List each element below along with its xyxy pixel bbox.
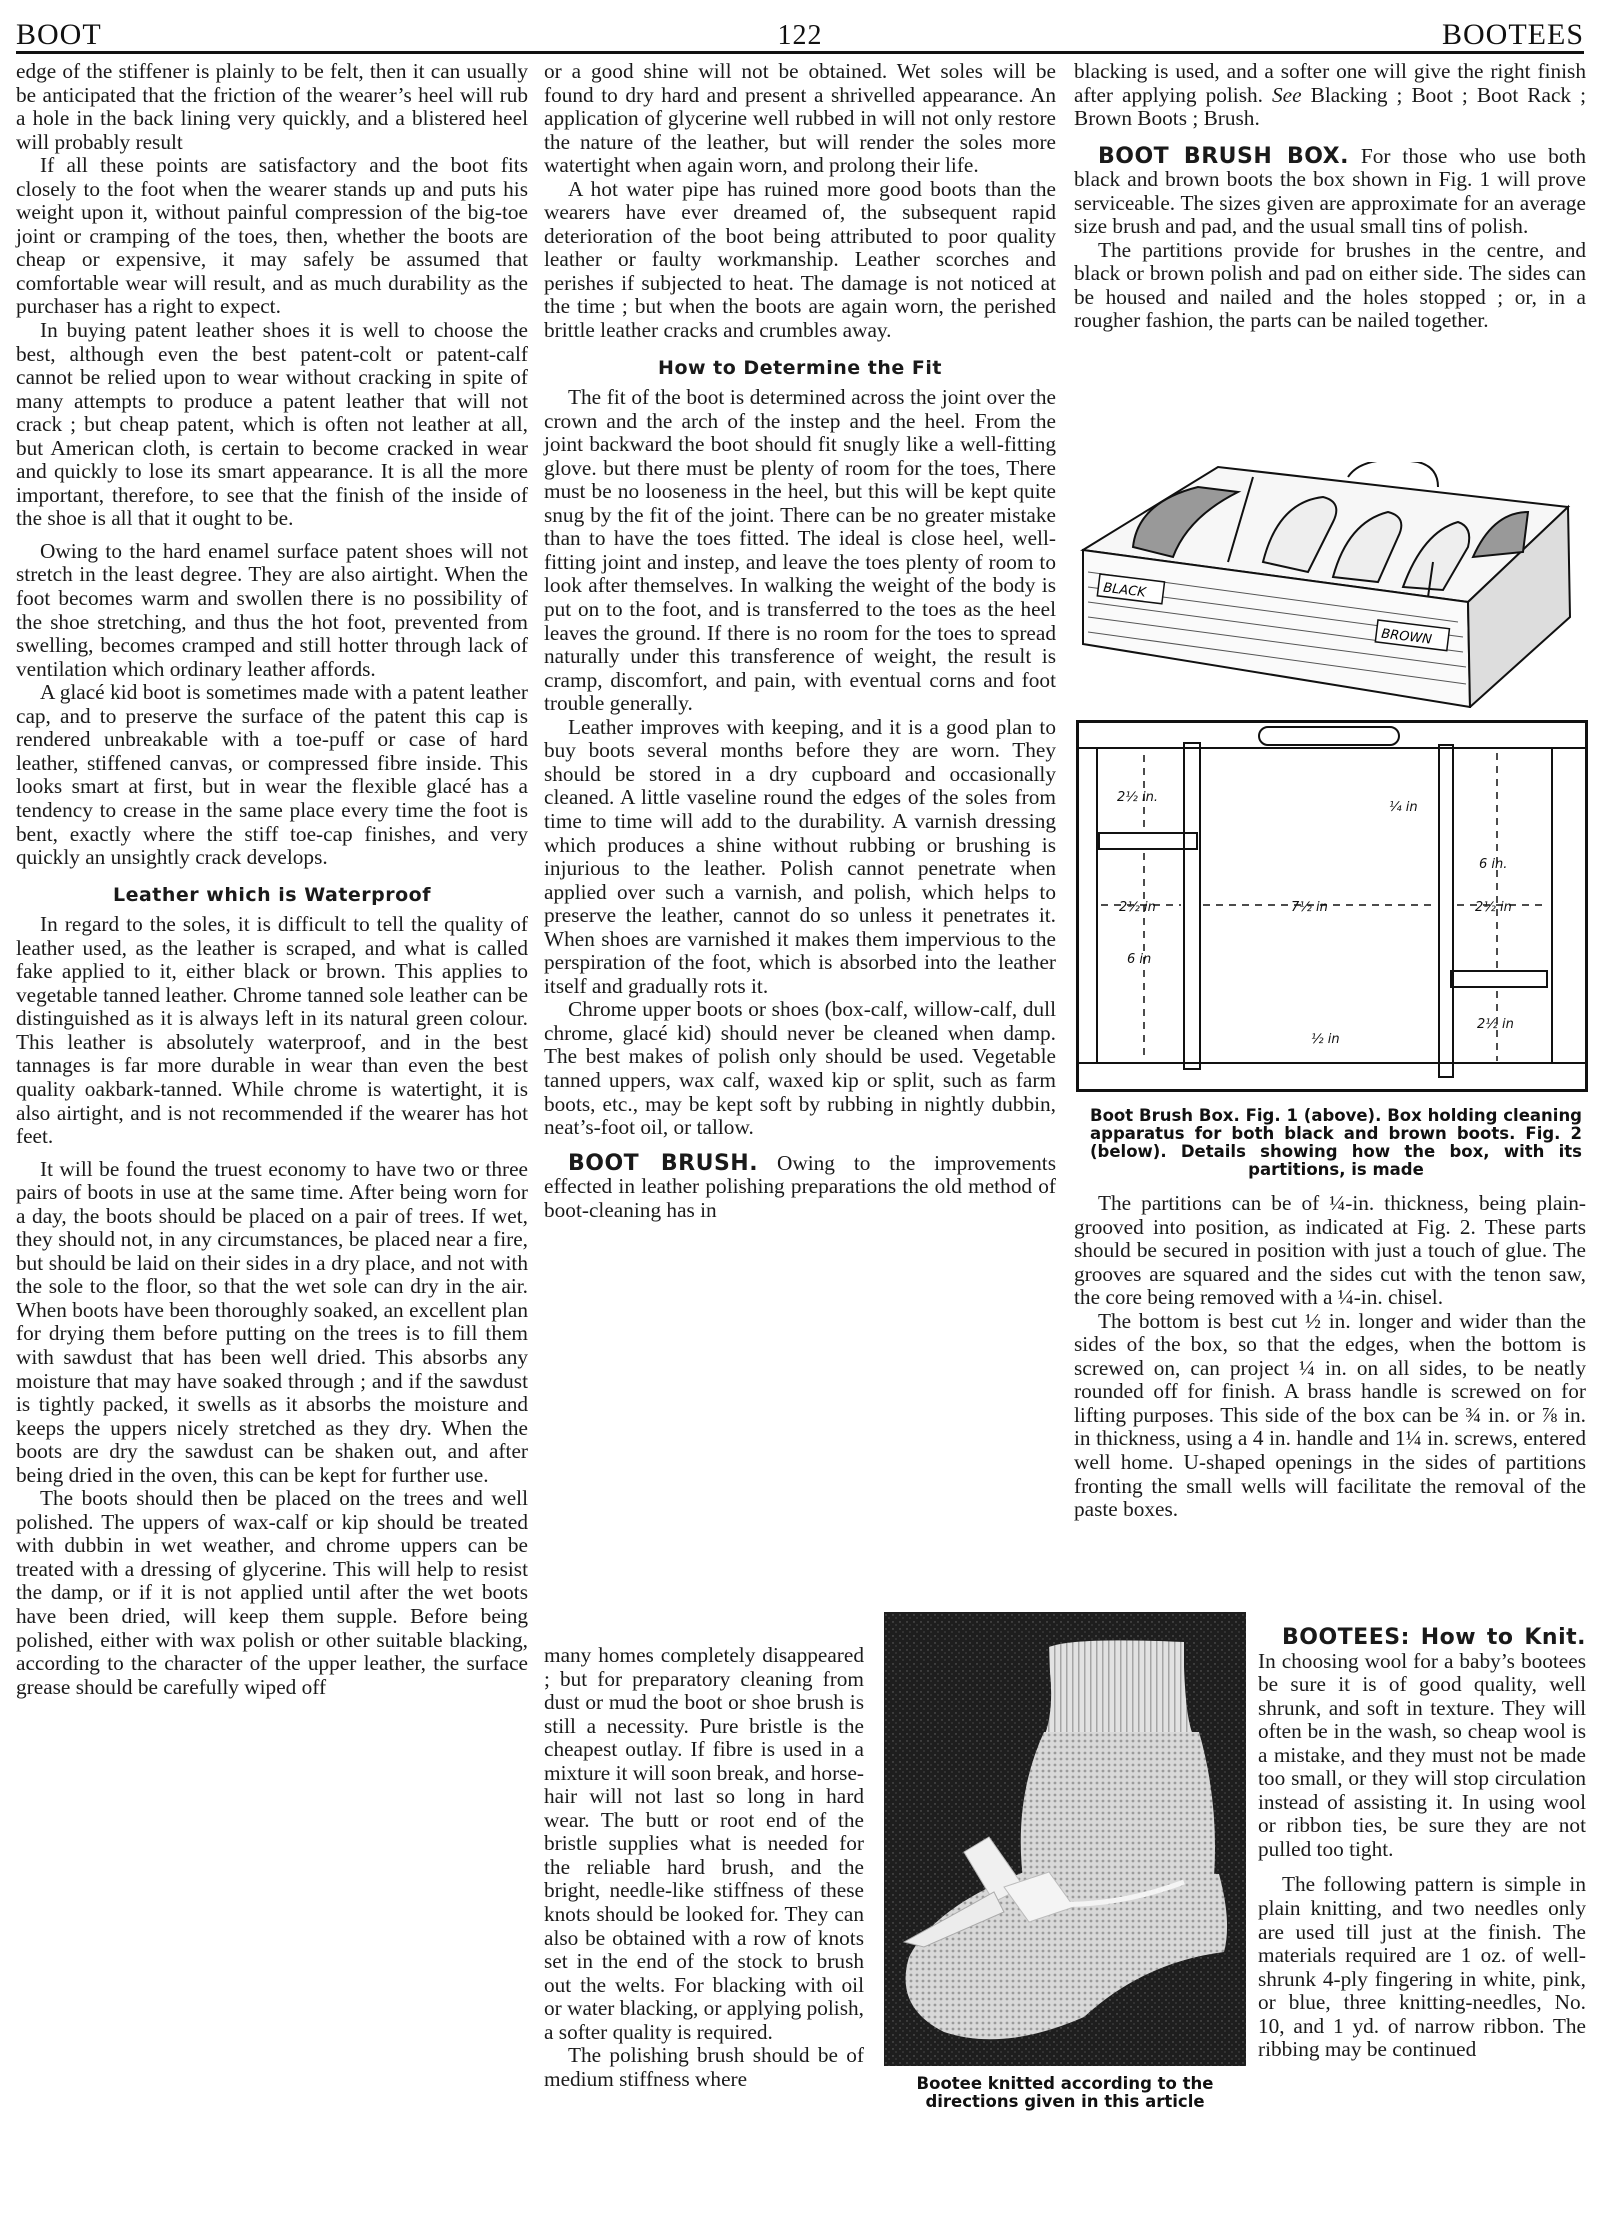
paragraph: A glacé kid boot is sometimes made with a patent leather cap, and to preserve the surface of the patent this cap is rendered unbreakable with a toe-puff or case of hard leather, stiffened canvas, or compressed fibre inside. This looks smart at first, but in wear the flexible glacé has a tendency to crease in the same place every time the foot is bent, exactly where the stiff toe-cap finishes, and very quickly an unsightly crack develops.: [16, 680, 528, 870]
see-references: Blacking ; Boot ; Boot Rack ; Brown Boots ; Brush.: [1074, 82, 1587, 131]
entry-lead-text: Owing to the improvements effected in leather polishing preparations the old method of boot-cleaning has in: [544, 1150, 1057, 1222]
paragraph: The partitions can be of ¼-in. thickness, being plain-grooved into position, as indicated at Fig. 2. These parts should be secured in position with just a touch of glue. The grooves are squared and the sides cut with the tenon saw, the core being removed with a ¼-in. chisel.: [1074, 1191, 1586, 1310]
left-guide-word: BOOT: [16, 18, 102, 51]
entry-lead-text: In choosing wool for a baby’s bootees be sure it is of good quality, well shrunk, and soft in texture. They will often be in the wash, so cheap wool is a mistake, and they must not be made too small, or they will stop circulation instead of assisting it. In using wool or ribbon ties, be sure they are not pulled too tight.: [1258, 1648, 1586, 1861]
entry-lead-text: For those who use both black and brown boots the box shown in Fig. 1 will prove serviceable. The sizes given are approximate for an average size brush and pad, and the usual small tins of polish.: [1074, 143, 1586, 239]
figure-1-box-drawing: [1078, 462, 1586, 708]
paragraph: It will be found the truest economy to have two or three pairs of boots in use at the same time. After being worn for a day, the boots should be placed on a pair of trees. If wet, they should not, in any circumstances, be placed near a fire, but should be laid on their sides in a dry place, and not with the sole to the floor, so that the wet sole can dry in the air. When boots have been thoroughly soaked, an excellent plan for drying them before putting on the trees is to fill them with sawdust that has been well dried. This absorbs any moisture that may have soaked through ; and if the sawdust is tightly packed, it swells as it absorbs the moisture and keeps the uppers nicely stretched as they dry. When the boots are dry the sawdust can be shaken out, and after being dried in the oven, this can be kept for further use.: [16, 1156, 528, 1487]
dim-left-lower: 6 in: [1127, 952, 1152, 967]
column-right-lower: [1074, 1192, 1586, 1522]
paragraph: many homes completely disappeared ; but for preparatory cleaning from dust or mud the boot or shoe brush is still a necessity. Pure bristle is the cheapest outlay. If fibre is used in a mixture it will soon break, and horse-hair will not last so long in hard wear. The butt or root end of the bristle supplies what is needed for the reliable hard brush, and the bright, needle-like stiffness of these knots should be looked for. They can also be obtained with a row of knots set in the end of the stock to brush out the welts. For blacking with oil or water blacking, or applying polish, a softer quality is required.: [544, 1643, 864, 2044]
paragraph: Leather improves with keeping, and it is a good plan to buy boots several months before they are worn. They should be stored in a dry cupboard and occasionally cleaned. A little vaseline round the edges of the soles from time to time will add to the durability. A varnish dressing which produces a shine without rubbing or brushing is injurious to the leather. Polish cannot penetrate when applied over such a varnish, and polish, which helps to preserve the leather, cannot do so unless it penetrates it. When shoes are varnished it makes them impervious to the perspiration of the foot, which is absorbed into the leather itself and gradually rots it.: [544, 714, 1056, 998]
page-number: 122: [777, 20, 823, 51]
paragraph: The boots should then be placed on the trees and well polished. The uppers of wax-calf or kip should be treated with dubbin in wet weather, and chrome uppers can be treated with a dressing of glycerine. This will help to resist the damp, or if it is not applied until after the wet boots have been dried, will keep them supple. Before being polished, either with wax polish or other suitable blacking, according to the character of the upper leather, the surface grease should be carefully wiped off: [16, 1486, 528, 1699]
boot-brush-box-entry: [1074, 145, 1586, 239]
paragraph: The partitions provide for brushes in the centre, and black or brown polish and pad on either side. The sides can be housed and nailed and the holes stopped ; or, in a rougher fashion, the parts can be nailed together.: [1074, 237, 1586, 333]
box-plan-dimensions: [1079, 723, 1585, 1089]
dim-bottom: ½ in: [1311, 1032, 1340, 1047]
boot-brush-entry: [544, 1152, 1056, 1223]
paragraph-text: blacking is used, and a softer one will give the right finish after applying polish.: [1074, 59, 1586, 107]
paragraph: The following pattern is simple in plain knitting, and two needles only are used till just at the finish. The materials required are 1 oz. of well-shrunk 4-ply fingering in white, pink, or blue, three knitting-needles, No. 10, and 1 yd. of narrow ribbon. The ribbing may be continued: [1258, 1872, 1586, 2062]
knitted-bootee-image: [884, 1612, 1246, 2066]
entry-heading-bootees: BOOTEES: How to Knit.: [1282, 1625, 1586, 1650]
paragraph: The bottom is best cut ½ in. longer and wider than the sides of the box, so that the edges, when the bottom is screwed on, can project ¼ in. on all sides, to be neatly rounded off for finish. A brass handle is screwed on for lifting purposes. This side of the box can be ¾ in. or ⅞ in. in thickness, using a 4 in. handle and 1¼ in. screws, entered well home. U-shaped openings in the sides of partitions fronting the small wells will facilitate the removal of the paste boxes.: [1074, 1308, 1586, 1522]
label-black: BLACK: [1102, 580, 1147, 601]
column-middle: [544, 60, 1056, 1222]
bootee-photo: [884, 1612, 1246, 2066]
header-rule: [16, 51, 1584, 54]
paragraph: Chrome upper boots or shoes (box-calf, willow-calf, dull chrome, glacé kid) should never be cleaned when damp. The best makes of polish only should be used. Vegetable tanned uppers, wax calf, waxed kip or split, such as farm boots, etc., may be kept soft by rubbing in nightly dubbin, neat’s-foot oil, or tallow.: [544, 997, 1056, 1140]
paragraph: In regard to the soles, it is difficult to tell the quality of leather used, as the leather is scraped, and what is called fake applied to it, either black or brown. This applies to vegetable tanned leather. Chrome tanned sole leather can be distinguished as it is always left in its natural green colour. This leather is absolutely waterproof, and in the best tannages is far more durable in wear than even the best quality oakbark-tanned. While chrome is watertight, it is also airtight, and is not recommended if the wearer has hot feet.: [16, 912, 528, 1149]
paragraph: In buying patent leather shoes it is well to choose the best, although even the best patent-colt or patent-calf cannot be relied upon to wear without cracking in spite of many attempts to produce a patent leather that will not crack ; but cheap patent, which is often not leather at all, but American cloth, is certain to become cracked in wear and quickly to lose its smart appearance. It is all the more important, therefore, to see that the finish of the inside of the shoe is all that it ought to be.: [16, 318, 528, 531]
bootees-entry: [1258, 1626, 1586, 2062]
subheading-waterproof: Leather which is Waterproof: [112, 883, 431, 906]
dim-right-width: 2½ in: [1475, 900, 1512, 915]
dim-partition: ¼ in: [1389, 800, 1418, 815]
paragraph: edge of the stiffener is plainly to be felt, then it can usually be anticipated that the friction of the wearer’s heel will rub a hole in the back lining very quickly, and a blistered heel will probably result: [16, 59, 528, 154]
column-right: [1074, 60, 1586, 333]
subheading-fit: How to Determine the Fit: [658, 356, 942, 379]
entry-heading-boot-brush: BOOT BRUSH.: [568, 1150, 759, 1176]
running-head: [16, 12, 1584, 56]
paragraph: or a good shine will not be obtained. Wet soles will be found to dry hard and present a shrivelled appearance. An application of glycerine well rubbed in will not only restore the nature of the leather, but will render the soles more watertight when again worn, and prolong their life.: [544, 59, 1056, 178]
boot-brush-box-illustration: [1078, 462, 1586, 708]
entry-heading-boot-brush-box: BOOT BRUSH BOX.: [1098, 143, 1349, 169]
paragraph: If all these points are satisfactory and the boot fits closely to the foot when the wearer stands up and puts his weight upon it, without painful compression of the big-toe joint or cramping of the toes, then, whether the boots are cheap or expensive, it may safely be assumed that comfortable wear will result, and as much durability as the purchaser has a right to expect.: [16, 153, 528, 319]
paragraph: A hot water pipe has ruined more good boots than the wearers have ever dreamed of, the subsequent rapid deterioration of the boot being attributed to poor quality leather or faulty workmanship. Leather scorches and perishes if subjected to heat. The damage is not noticed at the time ; but when the boots are again worn, the perished brittle leather cracks and crumbles away.: [544, 176, 1056, 343]
label-brown: BROWN: [1380, 626, 1433, 648]
dim-right-lower: 2½ in: [1477, 1017, 1514, 1032]
right-guide-word: BOOTEES: [1442, 18, 1584, 51]
boot-brush-wrapped-text: [544, 1644, 864, 2091]
paragraph: Owing to the hard enamel surface patent shoes will not stretch in the least degree. They are also airtight. When the foot becomes warm and swollen there is no possibility of the shoe stretching, and thus the hot foot, prevented from swelling, becomes cramped and still hotter through lack of ventilation which ordinary leather affords.: [16, 538, 528, 681]
dim-right-upper: 6 in.: [1479, 857, 1508, 872]
dim-center-width: 7½ in: [1291, 900, 1328, 915]
paragraph: The fit of the boot is determined across the joint over the crown and the arch of the instep and the heel. From the joint backward the boot should fit snugly like a well-fitting glove. but there must be plenty of room for the toes, There must be no looseness in the heel, but this will be kept quite snug by the fit of the joint. There can be no greater mistake than to have the toes fitted. The ideal is close heel, well-fitting joint and instep, and leave the toes plenty of room to look after themselves. In walking the weight of the body is put on to the foot, and is transferred to the toes as the heel leaves the ground. If there is no room for the toes to spread naturally under this transference of weight, the result is cramp, discomfort, and pain, with eventual corns and foot trouble generally.: [544, 385, 1056, 716]
photo-caption: Bootee knitted according to the directions given in this article: [916, 2074, 1214, 2111]
figure-2-plan-drawing: [1076, 720, 1588, 1092]
figure-caption: Boot Brush Box. Fig. 1 (above). Box holding cleaning apparatus for both black and brown boots. Fig. 2 (below). Details showing how the box, with its partitions, is made: [1090, 1106, 1582, 1179]
dim-left-width: 2½ in: [1119, 900, 1156, 915]
column-left: [16, 60, 528, 1699]
paragraph: The polishing brush should be of medium stiffness where: [544, 2043, 864, 2091]
see-label: See: [1272, 82, 1302, 107]
dim-top-left: 2½ in.: [1117, 790, 1158, 805]
paragraph: [1074, 60, 1586, 131]
bootees-intro: [1258, 1626, 1586, 1861]
